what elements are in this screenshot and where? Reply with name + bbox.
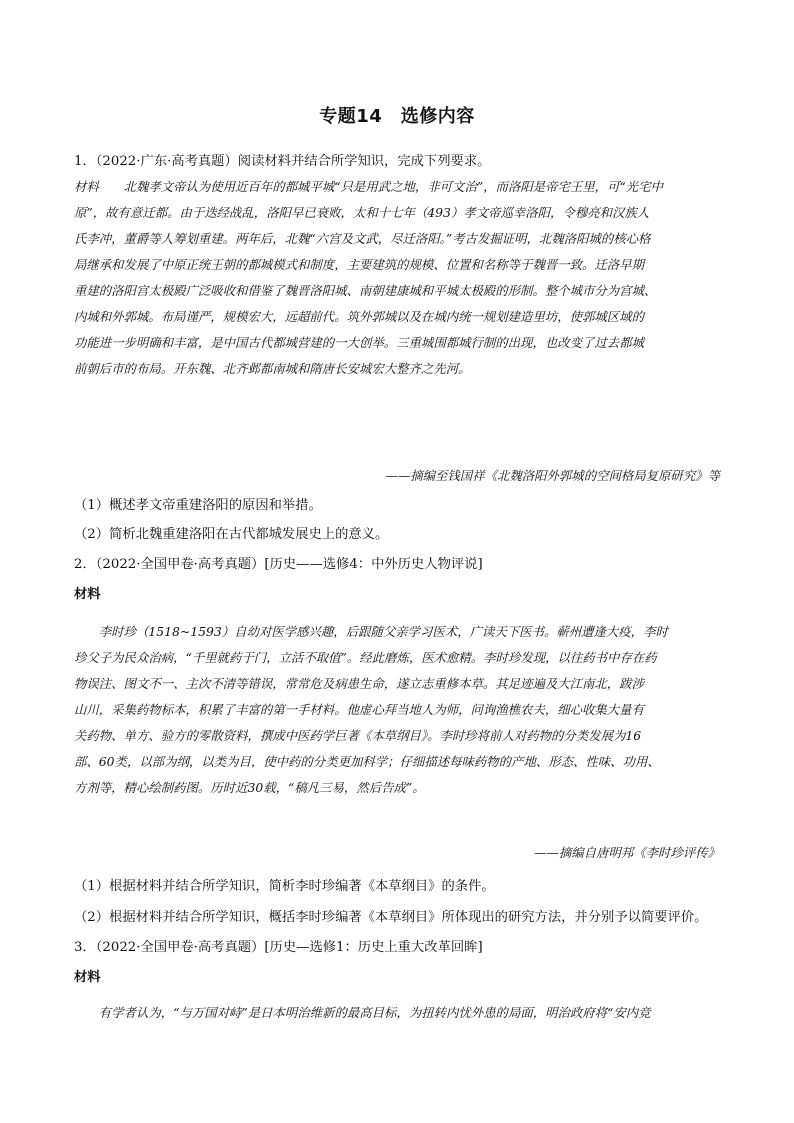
question-2-material-label: 材料 (74, 587, 101, 602)
material-line: 内城和外郭城。布局谨严，规模宏大，远超前代。筑外郭城以及在城内统一规划建造里坊，使郭城区域的 (74, 309, 644, 324)
question-2-sub-2: （2）根据材料并结合所学知识，概括李时珍编著《本草纲目》所体现出的研究方法，并分别予以简要评价。 (74, 910, 708, 925)
material-line: 重建的洛阳宫太极殿广泛吸收和借鉴了魏晋洛阳城、南朝建康城和平城太极殿的形制。整个城市分为宫城、 (74, 283, 657, 298)
question-2-source: ——摘编自唐明邦《李时珍评传》 (534, 845, 720, 860)
material-line: 氏李冲，董爵等人筹划重建。两年后，北魏“六宫及文武，尽迁洛阳。”考古发掘证明，北魏洛阳城的核心格 (74, 231, 651, 246)
material-line: 功能进一步明确和丰富，是中国古代都城营建的一大创举。三重城围都城行制的出现，也改变了过去都城 (74, 335, 644, 350)
material-line: 有学者认为，“与万国对峙”是日本明治维新的最高目标，为扭转内忧外患的局面，明治政府将“安内竞 (74, 1005, 651, 1020)
question-3-heading: 3．（2022·全国甲卷·高考真题）[历史—选修1：历史上重大改革回眸] (74, 940, 483, 955)
question-3-material (74, 1000, 721, 1026)
question-2-sub-1: （1）根据材料并结合所学知识，简析李时珍编著《本草纲目》的条件。 (74, 879, 495, 894)
material-line: 珍父子为民众治病，“千里就药于门，立活不取值”。经此磨炼，医术愈精。李时珍发现，以往药书中存在药 (74, 650, 657, 665)
material-line: 关药物、单方、验方的零散资料，撰成中医药学巨著《本草纲目》。李时珍将前人对药物的分类发展为16 (74, 728, 642, 743)
material-line: 部、60类，以部为纲，以类为目，使中药的分类更加科学；仔细描述每味药物的产地、形态、性味、功用、 (74, 754, 660, 769)
page-title: 专题14 选修内容 (319, 106, 475, 127)
material-line: 李时珍（1518~1593）自幼对医学感兴趣，后跟随父亲学习医术，广读天下医书。蕲州遭逢大疫，李时 (74, 624, 668, 639)
question-1-source: ——摘编至钱国祥《北魏洛阳外郭城的空间格局复原研究》等 (385, 468, 720, 483)
question-3-material-label: 材料 (74, 970, 101, 985)
material-line: 方剂等，精心绘制药图。历时近30载，“稿凡三易，然后告成”。 (74, 780, 425, 795)
material-line: 材料 北魏孝文帝认为使用近百年的都城平城“只是用武之地，非可文治”，而洛阳是帝宅王里，可“光宅中 (74, 179, 663, 194)
question-1-heading: 1．（2022·广东·高考真题）阅读材料并结合所学知识，完成下列要求。 (74, 154, 491, 169)
material-line: 原”，故有意迁都。由于迭经战乱，洛阳早已衰败，太和十七年（493）孝文帝巡幸洛阳，令穆亮和汉族人 (74, 205, 650, 220)
question-2-heading: 2．（2022·全国甲卷·高考真题）[历史——选修4：中外历史人物评说] (74, 557, 483, 572)
question-1-sub-1: （1）概述孝文帝重建洛阳的原因和举措。 (74, 498, 322, 513)
material-line: 物误注、图文不一、主次不清等错误，常常危及病患生命，遂立志重修本草。其足迹遍及大江南北，跋涉 (74, 676, 644, 691)
question-1-material (74, 174, 721, 382)
question-2-material (74, 619, 721, 801)
material-line: 局继承和发展了中原正统王朝的都城模式和制度，主要建筑的规模、位置和名称等于魏晋一致。迁洛早期 (74, 257, 644, 272)
question-1-sub-2: （2）简析北魏重建洛阳在古代都城发展史上的意义。 (74, 527, 389, 542)
material-line: 前朝后市的布局。开东魏、北齐邺都南城和隋唐长安城宏大整齐之先河。 (74, 361, 471, 376)
material-line: 山川，采集药物标本，积累了丰富的第一手材料。他虚心拜当地人为师，问询渔樵农夫，细心收集大量有 (74, 702, 644, 717)
